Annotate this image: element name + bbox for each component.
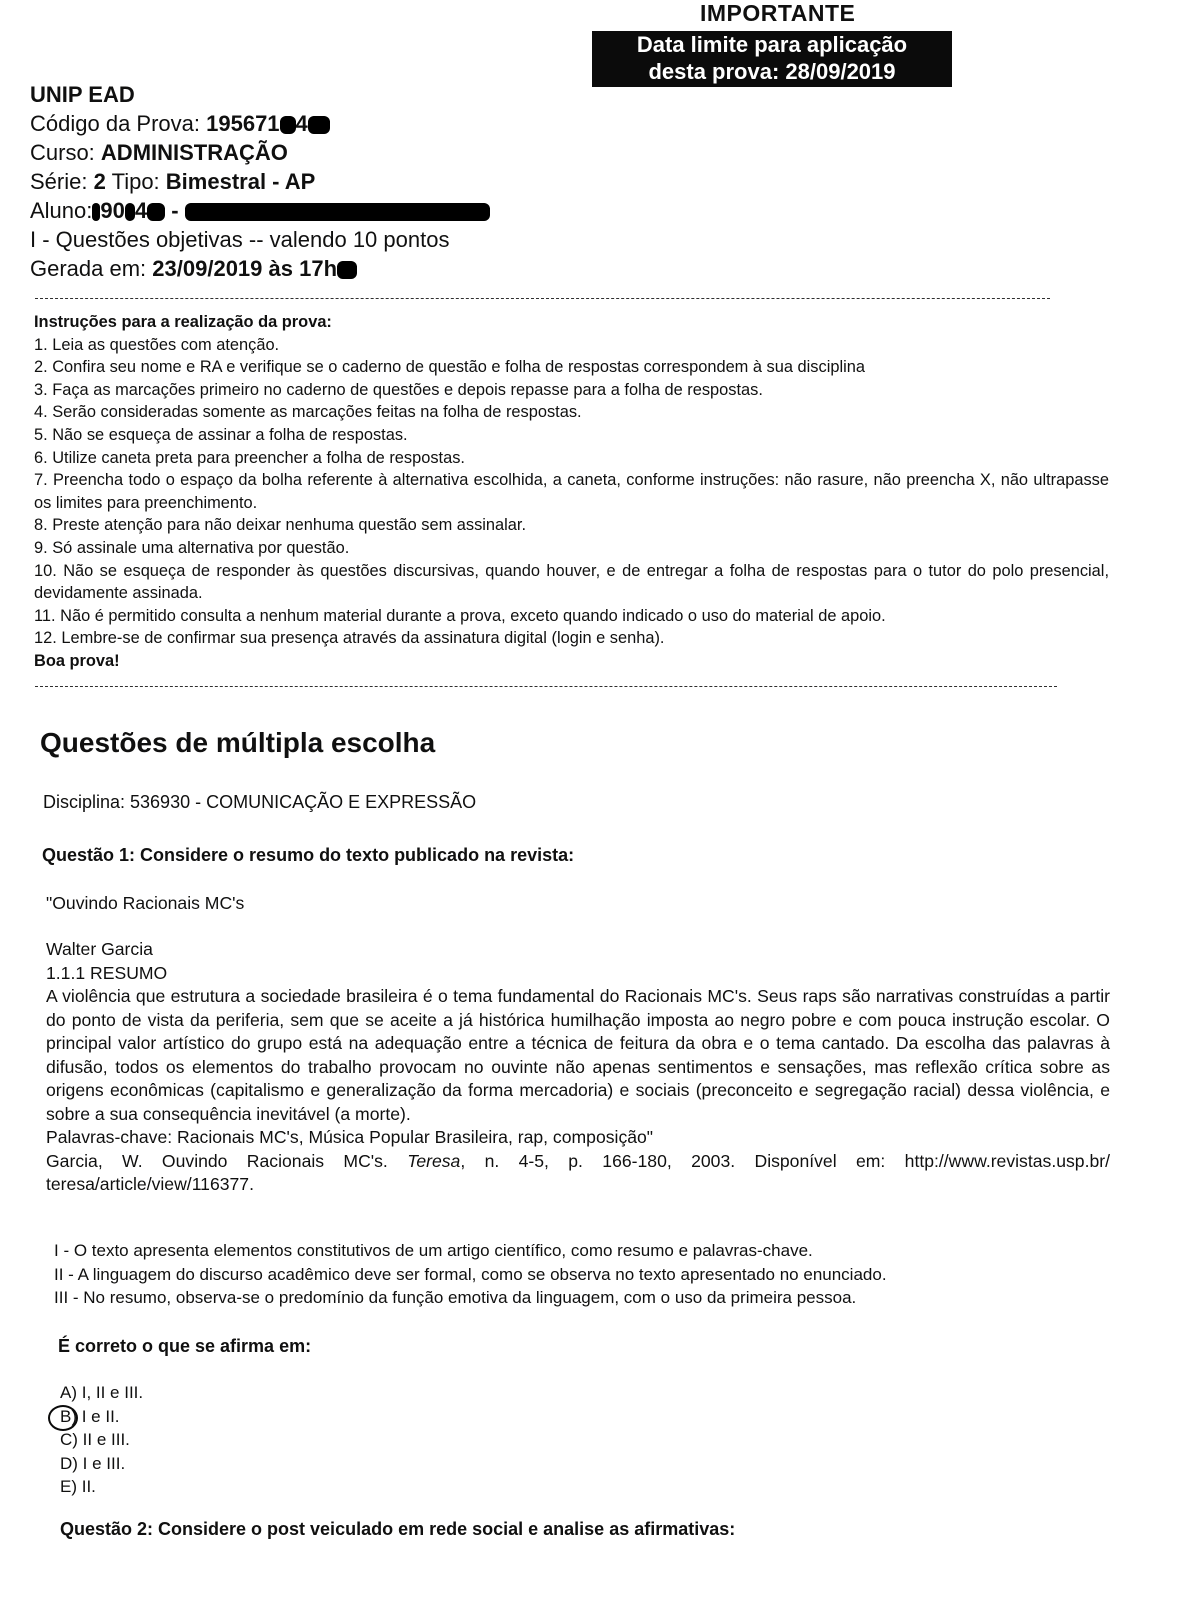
option-label: A) I, II e III.: [60, 1383, 144, 1402]
reference-text: Garcia, W. Ouvindo Racionais MC's.: [46, 1150, 408, 1171]
section-label: I - Questões objetivas -- valendo 10 pontos: [30, 227, 450, 252]
article-reference: [46, 1150, 1110, 1197]
option-a[interactable]: [60, 1381, 143, 1405]
instructions-title: Instruções para a realização da prova:: [34, 313, 332, 331]
course-label: Curso:: [30, 140, 95, 165]
redaction-name: [185, 203, 490, 221]
exam-header: UNIP EAD Código da Prova: 195671 4 Curso: ADMINISTRAÇÃO Série: 2 Tipo: Bimestral - AP Aluno: 90 4 - I - Questões objetivas -- valendo 10 pontos Gerada em: 23/09/2019 às 17h: [30, 80, 490, 283]
statements: [54, 1239, 1118, 1310]
option-label: E) II.: [60, 1477, 96, 1496]
article-title: "Ouvindo Racionais MC's: [46, 893, 245, 913]
answer-options: [60, 1381, 143, 1499]
article-body: [46, 938, 1110, 1197]
statement: III - No resumo, observa-se o predomínio da função emotiva da linguagem, com o uso da primeira pessoa.: [54, 1288, 857, 1307]
question-1-title: Questão 1: Considere o resumo do texto publicado na revista:: [42, 845, 575, 865]
instruction-item: 6. Utilize caneta preta para preencher a folha de respostas.: [34, 448, 465, 467]
instruction-item: 5. Não se esqueça de assinar a folha de respostas.: [34, 425, 408, 444]
statement: II - A linguagem do discurso acadêmico deve ser formal, como se observa no texto apresentado no enunciado.: [54, 1264, 887, 1284]
question-2-title: Questão 2: Considere o post veiculado em rede social e analise as afirmativas:: [60, 1519, 736, 1539]
divider: [35, 686, 1057, 687]
institution: UNIP EAD: [30, 82, 135, 107]
instruction-item: 4. Serão consideradas somente as marcações feitas na folha de respostas.: [34, 403, 582, 422]
instruction-item: 1. Leia as questões com atenção.: [34, 335, 280, 354]
article-section: 1.1.1 RESUMO: [46, 962, 168, 983]
code-value: 195671: [206, 111, 280, 136]
redaction: [337, 261, 357, 279]
code-label: Código da Prova:: [30, 111, 200, 136]
discipline: Disciplina: 536930 - COMUNICAÇÃO E EXPRESSÃO: [43, 792, 477, 812]
deadline-box: [592, 31, 952, 87]
student-value-2: 4: [134, 198, 148, 223]
option-e[interactable]: [60, 1475, 143, 1499]
article-author: Walter Garcia: [46, 939, 153, 959]
instruction-item: 11. Não é permitido consulta a nenhum material durante a prova, exceto quando indicado o uso do material de apoio.: [34, 606, 886, 625]
section-heading: Questões de múltipla escolha: [40, 727, 436, 758]
redaction: [308, 116, 330, 134]
reference-journal: Teresa: [407, 1150, 461, 1171]
option-d[interactable]: [60, 1452, 143, 1476]
code-value-2: 4: [295, 111, 308, 136]
instruction-item: 8. Preste atenção para não deixar nenhuma questão sem assinalar.: [34, 516, 527, 535]
series-value: 2: [93, 169, 106, 194]
instruction-item: 9. Só assinale uma alternativa por questão.: [34, 538, 350, 557]
instruction-item: 10. Não se esqueça de responder às questões discursivas, quando houver, e de entregar a folha de respostas para o tutor do polo presencial, devidamente assinada.: [34, 561, 1109, 603]
instruction-item: 7. Preencha todo o espaço da bolha referente à alternativa escolhida, a caneta, conforme instruções: não rasure, não preencha X, não ultrapasse os limites para preenchimento.: [34, 471, 1109, 512]
generated-label: Gerada em:: [30, 256, 147, 281]
deadline-line-1: Data limite para aplicação: [636, 32, 908, 57]
student-value: 90: [100, 198, 125, 223]
important-label: IMPORTANTE: [700, 0, 856, 26]
student-label: Aluno:: [30, 198, 93, 223]
option-label: B) I e II.: [60, 1406, 120, 1426]
article-abstract: A violência que estrutura a sociedade brasileira é o tema fundamental do Racionais MC's. Seus raps são narrativas construídas a partir do ponto de vista da periferia, sem que se aceite a já histórica humilhação imposta ao negro pobre e com pouca instrução escolar. O principal valor artístico do grupo está na adequação entre a técnica de feitura da obra e o tema cantado. Da escolha das palavras à difusão, todos os elementos do trabalho provocam no ouvinte não apenas sentimentos e sensações, mas reflexão crítica sobre as origens econômicas (capitalismo e generalização da forma mercadoria) e sociais (preconceito e segregação racial) dessa violência, e sobre a sua consequência inevitável (a morte).: [46, 986, 1110, 1124]
divider: [35, 298, 1050, 299]
instructions-closing: Boa prova!: [34, 651, 120, 670]
instruction-item: 2. Confira seu nome e RA e verifique se o caderno de questão e folha de respostas correspondem à sua disciplina: [34, 358, 865, 377]
question-prompt: É correto o que se afirma em:: [58, 1336, 312, 1356]
option-b[interactable]: [60, 1405, 143, 1429]
instruction-item: 3. Faça as marcações primeiro no caderno de questões e depois repasse para a folha de respostas.: [34, 380, 763, 399]
generated-value: 23/09/2019 às 17h: [152, 256, 338, 281]
option-c[interactable]: [60, 1428, 143, 1452]
type-label: Tipo:: [111, 169, 160, 194]
reference-text-2: , n. 4-5, p. 166-180, 2003. Disponível em: http://www.revistas.usp.br/ teresa/article/view/116377.: [46, 1150, 1110, 1194]
instructions: [34, 311, 1109, 673]
deadline-line-2: desta prova: 28/09/2019: [648, 59, 896, 84]
series-label: Série:: [30, 169, 88, 194]
article-keywords: Palavras-chave: Racionais MC's, Música Popular Brasileira, rap, composição": [46, 1127, 654, 1147]
option-label: D) I e III.: [60, 1453, 126, 1473]
redaction: [125, 203, 135, 221]
redaction: [280, 116, 296, 134]
redaction: [147, 203, 165, 221]
instruction-item: 12. Lembre-se de confirmar sua presença através da assinatura digital (login e senha).: [34, 629, 665, 648]
statement: I - O texto apresenta elementos constitutivos de um artigo científico, como resumo e palavras-chave.: [54, 1241, 813, 1260]
option-label: C) II e III.: [60, 1430, 130, 1449]
marked-circle: [48, 1405, 78, 1431]
type-value: Bimestral - AP: [165, 169, 316, 194]
course-value: ADMINISTRAÇÃO: [100, 140, 288, 165]
